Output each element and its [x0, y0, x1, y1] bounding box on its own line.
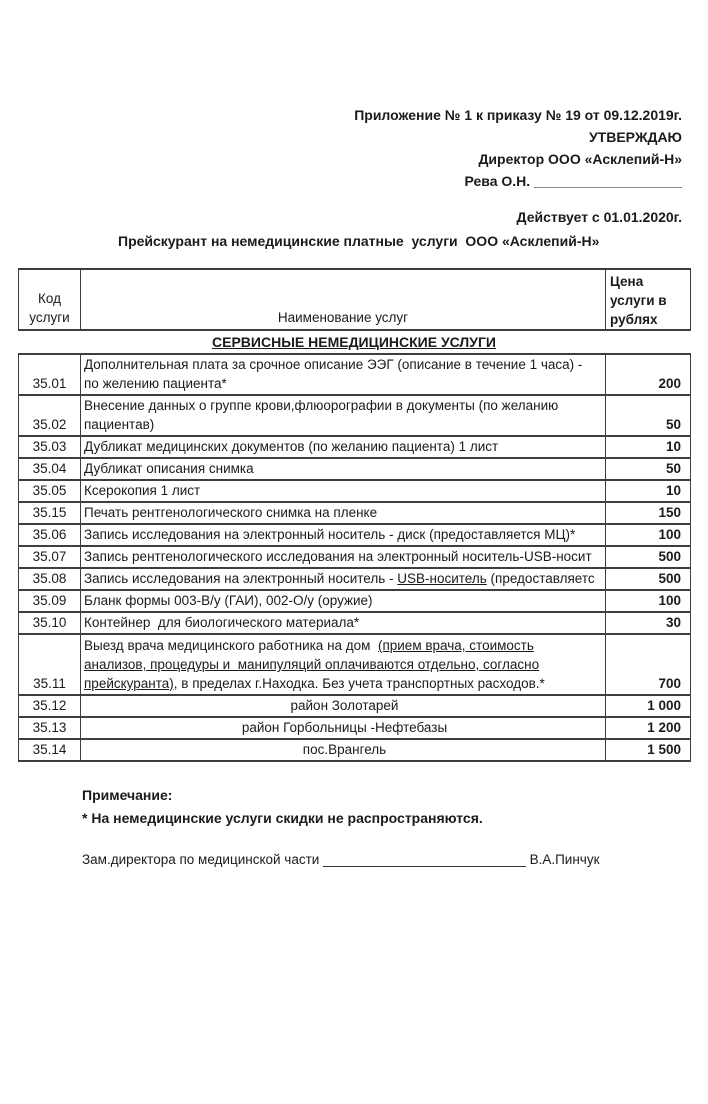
director-line: Директор ООО «Асклепий-Н» [478, 151, 682, 167]
signatory-line: Рева О.Н. ___________________ [464, 173, 682, 189]
price-table-body [18, 353, 691, 762]
code-cell: 35.09 [19, 590, 81, 612]
name-cell: Печать рентгенологического снимка на пленке [81, 502, 606, 524]
approve-line: УТВЕРЖДАЮ [588, 129, 682, 145]
price-cell: 1 500 [606, 739, 691, 761]
code-cell: 35.01 [19, 354, 81, 395]
price-cell: 50 [606, 395, 691, 436]
note-title: Примечание: [82, 787, 173, 803]
price-cell: 1 200 [606, 717, 691, 739]
name-cell: Дубликат описания снимка [81, 458, 606, 480]
signature-name: В.А.Пинчук [529, 852, 600, 867]
code-cell: 35.11 [19, 634, 81, 695]
code-cell: 35.10 [19, 612, 81, 634]
name-cell: Контейнер для биологического материала* [81, 612, 606, 634]
signature-label: Зам.директора по медицинской части [82, 852, 320, 867]
price-table [18, 268, 690, 762]
price-cell: 30 [606, 612, 691, 634]
price-cell: 10 [606, 436, 691, 458]
table-row [19, 634, 691, 695]
price-cell: 200 [606, 354, 691, 395]
code-cell: 35.05 [19, 480, 81, 502]
code-cell: 35.07 [19, 546, 81, 568]
code-cell: 35.12 [19, 695, 81, 717]
document-page [0, 104, 708, 871]
price-cell: 50 [606, 458, 691, 480]
name-cell: Запись исследования на электронный носитель - USB-носитель (предоставляетс [81, 568, 606, 590]
effective-line: Действует с 01.01.2020г. [516, 209, 682, 225]
price-table-header [18, 268, 691, 331]
price-cell: 10 [606, 480, 691, 502]
name-cell: Дубликат медицинских документов (по желанию пациента) 1 лист [81, 436, 606, 458]
name-cell: район Горбольницы -Нефтебазы [81, 717, 606, 739]
table-row [19, 739, 691, 761]
name-cell: Выезд врача медицинского работника на дом (прием врача, стоимость анализов, процедуры и манипуляций оплачиваются отдельно, согласно прейскуранта), в пределах г.Находка. Без учета транспортных расходов.* [81, 634, 606, 695]
section-title: СЕРВИСНЫЕ НЕМЕДИЦИНСКИЕ УСЛУГИ [212, 334, 496, 350]
table-row [19, 436, 691, 458]
price-cell: 100 [606, 590, 691, 612]
name-cell: Ксерокопия 1 лист [81, 480, 606, 502]
signature-row [82, 849, 708, 871]
table-row [19, 590, 691, 612]
col-name-header: Наименование услуг [81, 269, 606, 330]
table-row [19, 717, 691, 739]
code-cell: 35.14 [19, 739, 81, 761]
table-row [19, 695, 691, 717]
appendix-line: Приложение № 1 к приказу № 19 от 09.12.2019г. [354, 107, 682, 123]
name-cell: пос.Врангель [81, 739, 606, 761]
table-header-row [19, 269, 691, 330]
price-cell: 500 [606, 568, 691, 590]
page-title: Прейскурант на немедицинские платные услуги ООО «Асклепий-Н» [118, 233, 600, 249]
price-cell: 700 [606, 634, 691, 695]
col-code-header: Код услуги [19, 269, 81, 330]
name-cell: район Золотарей [81, 695, 606, 717]
table-row [19, 354, 691, 395]
table-row [19, 480, 691, 502]
table-row [19, 395, 691, 436]
price-cell: 100 [606, 524, 691, 546]
code-cell: 35.04 [19, 458, 81, 480]
code-cell: 35.13 [19, 717, 81, 739]
name-cell: Запись исследования на электронный носитель - диск (предоставляется МЦ)* [81, 524, 606, 546]
table-row [19, 546, 691, 568]
table-row [19, 568, 691, 590]
col-price-header: Цена услуги в рублях [606, 269, 691, 330]
note-text: * На немедицинские услуги скидки не распространяются. [82, 810, 483, 826]
signature-line: ___________________________ [323, 852, 526, 867]
price-cell: 500 [606, 546, 691, 568]
price-cell: 150 [606, 502, 691, 524]
table-row [19, 458, 691, 480]
name-cell: Бланк формы 003-В/у (ГАИ), 002-О/у (оружие) [81, 590, 606, 612]
code-cell: 35.02 [19, 395, 81, 436]
name-cell: Внесение данных о группе крови,флюорографии в документы (по желанию пациентав) [81, 395, 606, 436]
notes [82, 784, 708, 830]
code-cell: 35.03 [19, 436, 81, 458]
code-cell: 35.15 [19, 502, 81, 524]
table-row [19, 612, 691, 634]
name-cell: Дополнительная плата за срочное описание ЭЭГ (описание в течение 1 часа) - по желению пациента* [81, 354, 606, 395]
table-row [19, 524, 691, 546]
code-cell: 35.08 [19, 568, 81, 590]
name-cell: Запись рентгенологического исследования на электронный носитель-USB-носит [81, 546, 606, 568]
price-cell: 1 000 [606, 695, 691, 717]
code-cell: 35.06 [19, 524, 81, 546]
doc-header [0, 104, 708, 192]
table-row [19, 502, 691, 524]
